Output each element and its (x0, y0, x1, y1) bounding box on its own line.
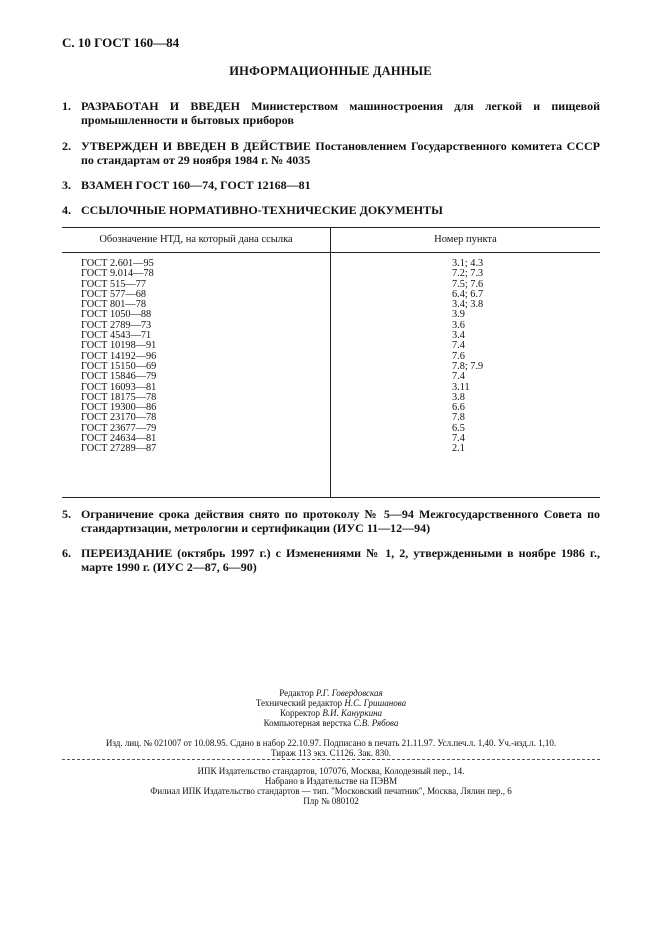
row-document: ГОСТ 16093—81 (81, 381, 157, 393)
section-4 (62, 203, 600, 217)
row-document: ГОСТ 18175—78 (81, 391, 157, 403)
section-number: 5. (62, 507, 71, 521)
credit-line: Компьютерная верстка С.В. Рябова (263, 718, 399, 728)
section-2 (62, 139, 600, 167)
row-document: ГОСТ 2789—73 (81, 319, 152, 331)
section-number: 2. (62, 139, 71, 153)
row-document: ГОСТ 577—68 (81, 288, 147, 300)
row-clause: 7.2; 7.3 (452, 268, 484, 280)
row-clause: 3.1; 4.3 (452, 258, 484, 269)
section-lead: РАЗРАБОТАН И ВВЕДЕН (81, 99, 240, 113)
row-document: ГОСТ 14192—96 (81, 350, 157, 362)
publication-line-6: Плр № 080102 (303, 796, 359, 806)
row-document: ГОСТ 23677—79 (81, 422, 157, 434)
credit-line: Корректор В.И. Кануркина (279, 708, 383, 718)
section-text: Постановлением Государственного комитета СССР по стандартам от 29 ноября 1984 г. № 4035 (81, 139, 600, 167)
section-lead: ПЕРЕИЗДАНИЕ (81, 546, 173, 560)
section-number: 3. (62, 178, 71, 192)
credit-line: Технический редактор Н.С. Гришанова (255, 698, 407, 708)
row-clause: 3.8 (452, 391, 465, 403)
header-divider (62, 252, 600, 253)
section-number: 6. (62, 546, 71, 560)
credits-block (62, 688, 600, 728)
row-clause: 3.11 (452, 381, 470, 393)
row-clause: 7.6 (452, 350, 465, 362)
row-document: ГОСТ 2.601—95 (81, 258, 154, 269)
row-document: ГОСТ 9.014—78 (81, 268, 154, 280)
section-lead: УТВЕРЖДЕН И ВВЕДЕН В ДЕЙСТВИЕ (81, 139, 311, 153)
table-header-document: Обозначение НТД, на который дана ссылка (99, 234, 293, 245)
section-1 (62, 99, 600, 127)
section-number: 4. (62, 203, 71, 217)
page-header: С. 10 ГОСТ 160—84 (62, 35, 180, 50)
section-5 (62, 507, 600, 535)
table-row (62, 444, 600, 454)
publication-line-2: Тираж 113 экз. С1126. Зак. 830. (271, 748, 391, 758)
row-clause: 3.4; 3.8 (452, 299, 484, 311)
publication-line-3: ИПК Издательство стандартов, 107076, Москва, Колодезный пер., 14. (197, 766, 465, 776)
section-text: Ограничение срока действия снято по протоколу № 5—94 Межгосударственного Совета по стандартизации, метрологии и сертификации (ИУС 11—12—94) (81, 507, 600, 535)
credit-line: Редактор Р.Г. Говердовская (279, 688, 383, 698)
publication-line-5: Филиал ИПК Издательство стандартов — тип. "Московский печатник", Москва, Лялин пер., 6 (150, 786, 512, 796)
row-clause: 6.5 (452, 422, 465, 434)
section-6 (62, 546, 600, 574)
row-clause: 3.4 (452, 330, 465, 342)
row-clause: 7.8 (452, 412, 465, 424)
row-document: ГОСТ 10198—91 (81, 340, 157, 352)
section-lead: ВЗАМЕН ГОСТ 160—74, ГОСТ 12168—81 (81, 178, 311, 192)
row-document: ГОСТ 801—78 (81, 299, 147, 311)
document-title: ИНФОРМАЦИОННЫЕ ДАННЫЕ (229, 64, 432, 78)
publication-line-4: Набрано в Издательстве на ПЭВМ (264, 776, 398, 786)
section-lead: ССЫЛОЧНЫЕ НОРМАТИВНО-ТЕХНИЧЕСКИЕ ДОКУМЕНТЫ (81, 203, 443, 217)
row-clause: 6.6 (452, 402, 465, 414)
row-clause: 3.6 (452, 319, 465, 331)
reference-documents-table (62, 227, 600, 498)
row-clause: 7.5; 7.6 (452, 278, 484, 290)
row-clause: 6.4; 6.7 (452, 288, 484, 300)
row-document: ГОСТ 24634—81 (81, 433, 157, 445)
publication-line-1: Изд. лиц. № 021007 от 10.08.95. Сдано в набор 22.10.97. Подписано в печать 21.11.97. Усл.печ.л. 1,40. Уч.-изд.л. 1,10. (105, 738, 557, 748)
row-document: ГОСТ 19300—86 (81, 402, 157, 414)
row-clause: 7.8; 7.9 (452, 360, 484, 372)
row-document: ГОСТ 15846—79 (81, 371, 157, 383)
section-text: Министерством машиностроения для легкой и пищевой промышленности и бытовых приборов (81, 99, 600, 127)
row-document: ГОСТ 515—77 (81, 278, 147, 290)
row-clause: 7.4 (452, 371, 465, 383)
row-clause: 7.4 (452, 340, 465, 352)
row-clause: 3.9 (452, 309, 465, 321)
section-number: 1. (62, 99, 71, 113)
table-body (62, 259, 600, 455)
dashed-divider (62, 759, 600, 760)
row-clause: 2.1 (452, 443, 465, 455)
row-document: ГОСТ 1050—88 (81, 309, 152, 321)
section-3 (62, 178, 600, 192)
section-text: (октябрь 1997 г.) с Изменениями № 1, 2, утвержденными в ноябре 1986 г., марте 1990 г. (ИУС 2—87, 6—90) (81, 546, 600, 574)
row-clause: 7.4 (452, 433, 465, 445)
table-header-clause: Номер пункта (434, 234, 497, 245)
row-document: ГОСТ 27289—87 (81, 443, 157, 455)
row-document: ГОСТ 4543—71 (81, 330, 152, 342)
row-document: ГОСТ 15150—69 (81, 360, 157, 372)
row-document: ГОСТ 23170—78 (81, 412, 157, 424)
